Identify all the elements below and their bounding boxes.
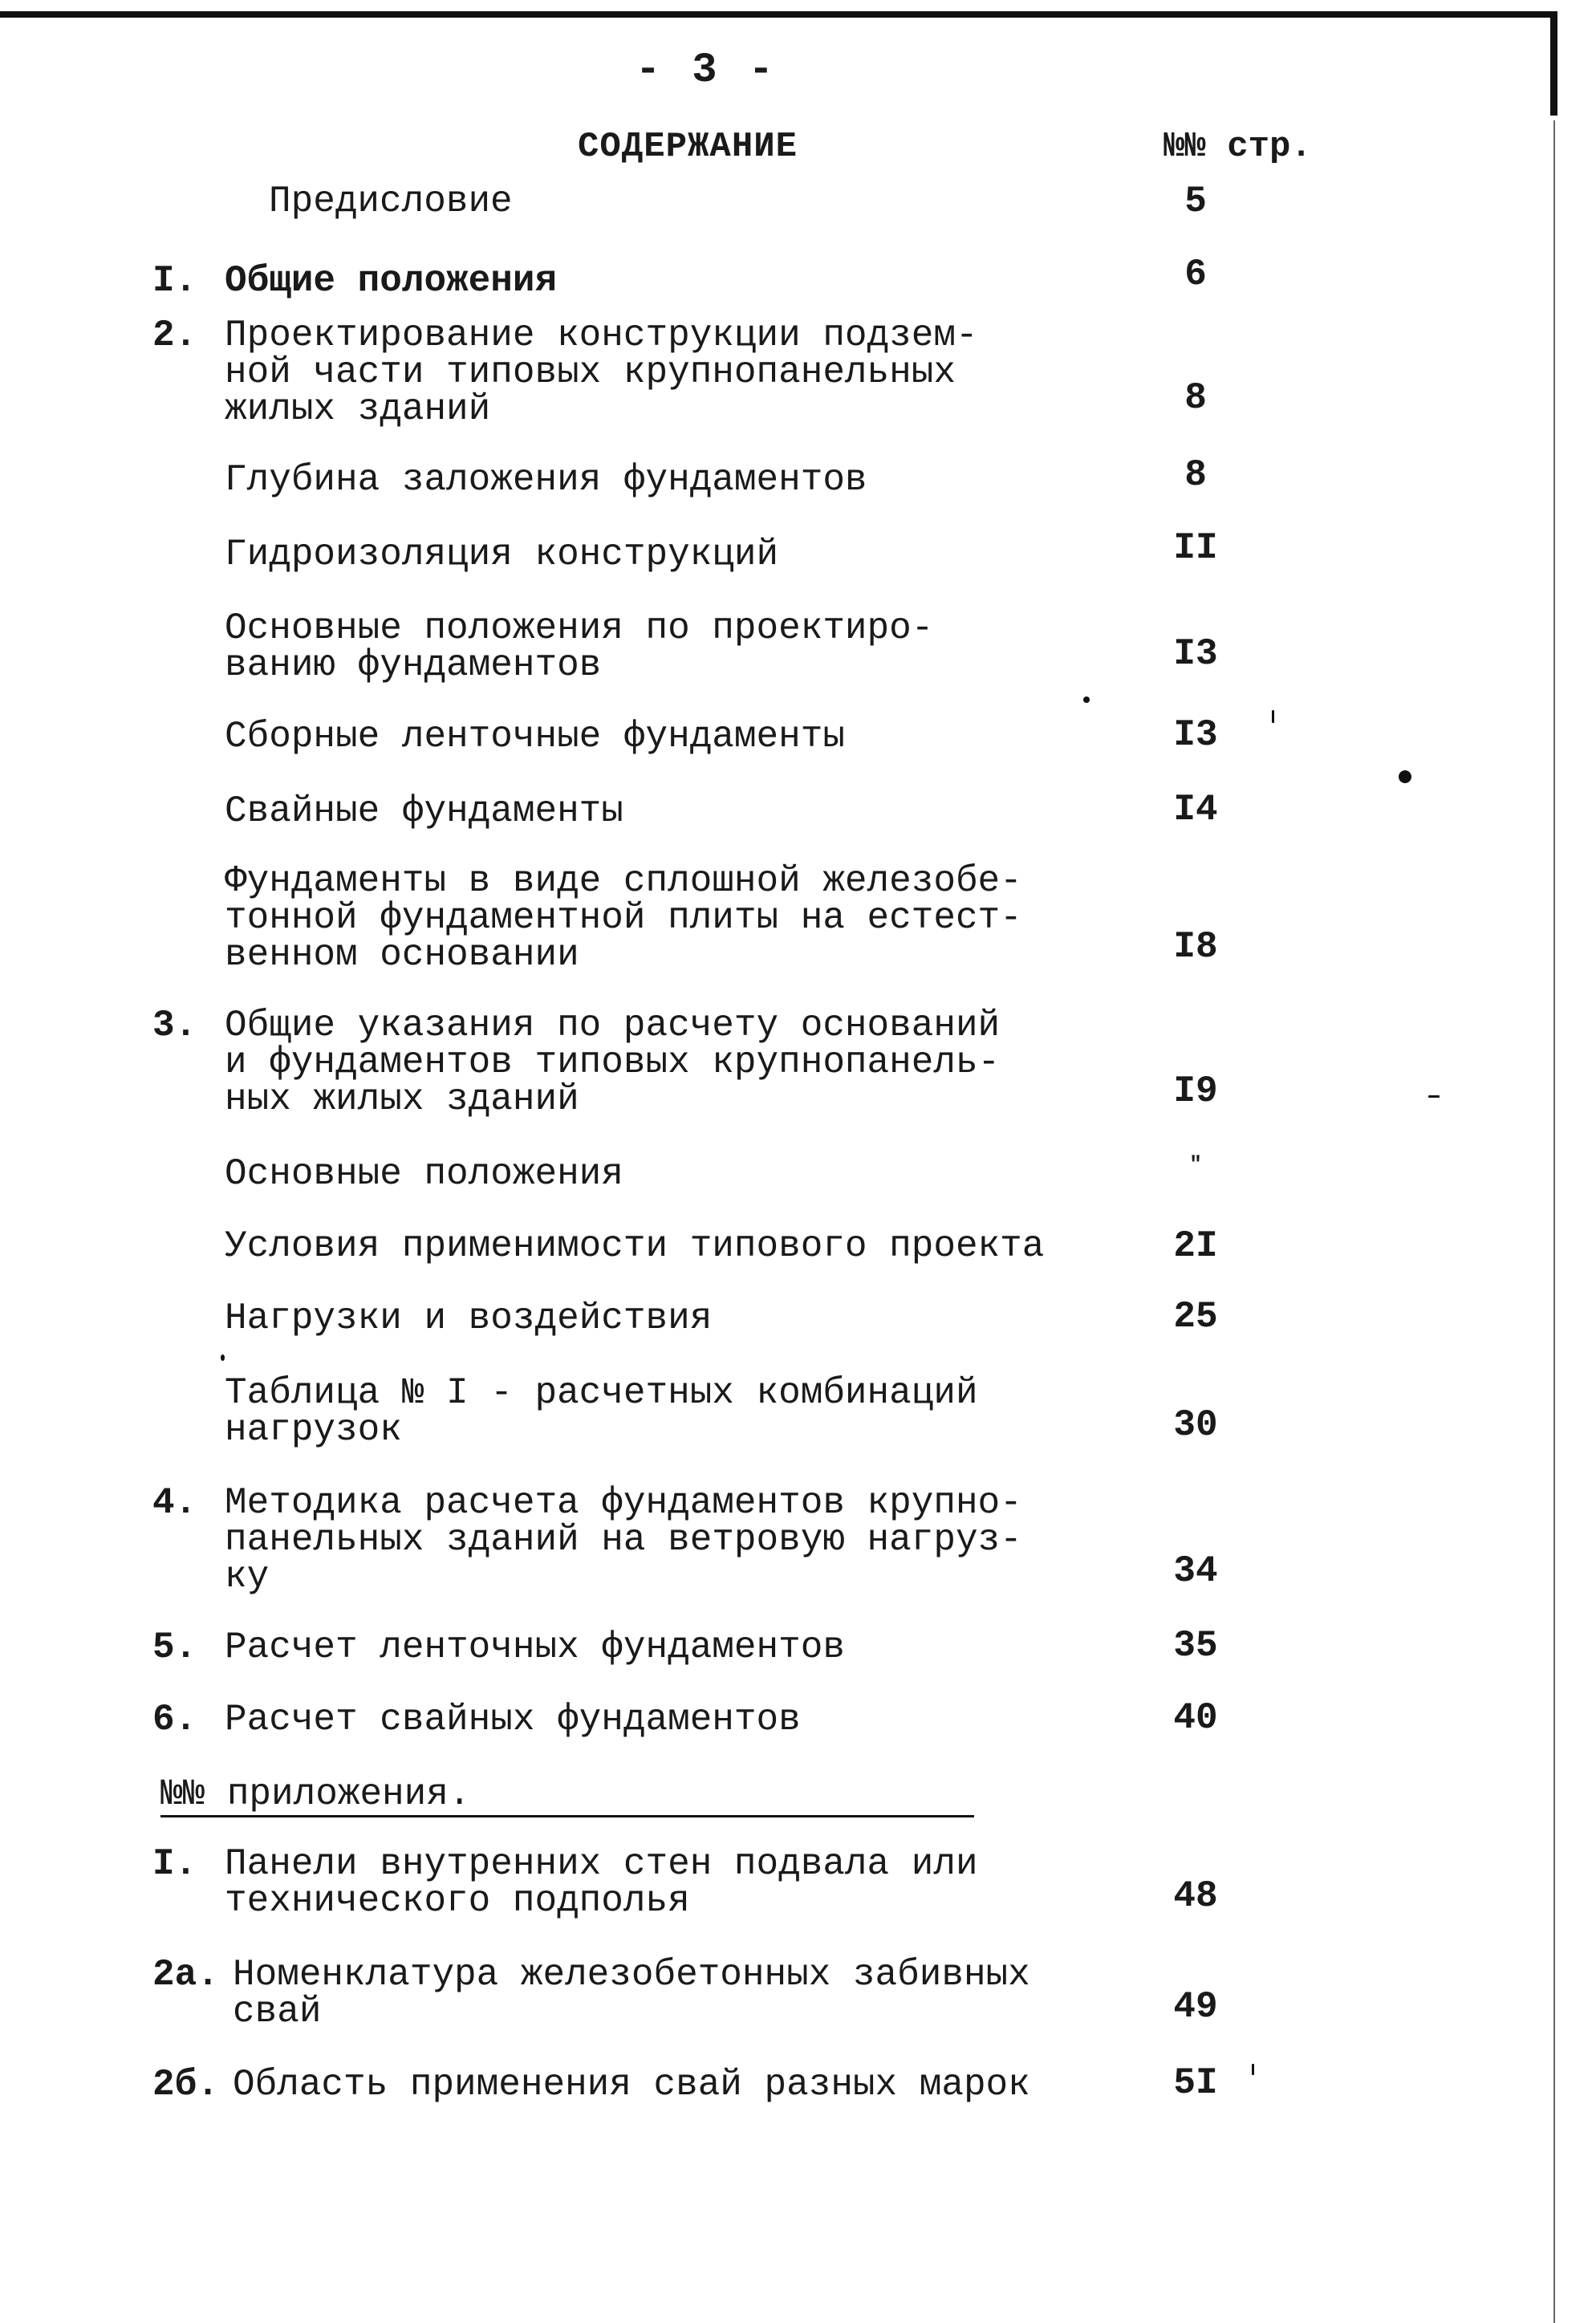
toc-entry-number: 3. xyxy=(152,1005,197,1046)
appendix-entry-title: Панели внутренних стен подвала или технического подполья xyxy=(225,1843,978,1922)
toc-entry-page: II xyxy=(1173,527,1218,569)
toc-entry-title: Гидроизоляция конструкций xyxy=(225,534,779,575)
toc-entry-title: Нагрузки и воздействия xyxy=(225,1298,713,1339)
toc-entry-title: Расчет свайных фундаментов xyxy=(225,1699,801,1740)
toc-entry-title: Фундаменты в виде сплошной железобе- тонной фундаментной плиты на естест- венном основании xyxy=(225,860,1022,976)
appendix-entry-page: 49 xyxy=(1173,1986,1218,2028)
scan-speck xyxy=(1399,770,1411,783)
toc-entry-page: I3 xyxy=(1173,633,1218,675)
toc-entry-page: I4 xyxy=(1173,789,1218,831)
toc-entry-page: 40 xyxy=(1173,1697,1218,1739)
toc-entry-title: Глубина заложения фундаментов xyxy=(225,459,867,501)
appendix-entry-number: I. xyxy=(152,1843,197,1885)
toc-entry-page: 35 xyxy=(1173,1625,1218,1667)
scan-speck xyxy=(221,1354,225,1361)
toc-entry-title: Таблица № I - расчетных комбинаций нагрузок xyxy=(225,1372,978,1451)
toc-entry-title: Проектирование конструкции подзем- ной части типовых крупнопанельных жилых зданий xyxy=(225,315,978,430)
page-number: - 3 - xyxy=(635,47,778,94)
scan-speck xyxy=(1428,1095,1440,1098)
toc-entry-title: Расчет ленточных фундаментов xyxy=(225,1627,845,1668)
toc-entry-title: Свайные фундаменты xyxy=(225,790,623,832)
toc-entry-number: 4. xyxy=(152,1482,197,1524)
toc-entry-number: I. xyxy=(152,260,197,302)
page-border-right-edge xyxy=(1553,120,1555,2323)
contents-heading: СОДЕРЖАНИЕ xyxy=(578,127,798,167)
toc-entry-page: 6 xyxy=(1184,254,1207,295)
toc-entry-page: 2I xyxy=(1173,1225,1218,1267)
toc-entry-page: " xyxy=(1189,1152,1202,1176)
toc-entry-title: Основные положения xyxy=(225,1153,623,1195)
toc-entry-title: Общие указания по расчету оснований и фундаментов типовых крупнопанель- ных жилых зданий xyxy=(225,1005,1001,1120)
toc-entry-page: 34 xyxy=(1173,1550,1218,1592)
scan-speck xyxy=(1252,2064,1254,2075)
appendix-entry-page: 5I xyxy=(1173,2062,1218,2104)
toc-entry-title: Основные положения по проектиро- ванию фундаментов xyxy=(225,607,934,686)
toc-entry-page: 8 xyxy=(1184,454,1207,496)
page-column-header: №№ стр. xyxy=(1163,127,1312,167)
toc-entry-number: 5. xyxy=(152,1627,197,1668)
appendix-heading: №№ приложения. xyxy=(160,1773,471,1815)
toc-entry-page: 30 xyxy=(1173,1404,1218,1446)
toc-entry-title: Методика расчета фундаментов крупно- панельных зданий на ветровую нагруз- ку xyxy=(225,1482,1022,1598)
toc-entry-title: Общие положения xyxy=(225,260,558,302)
page-border-top xyxy=(0,11,1557,18)
appendix-entry-page: 48 xyxy=(1173,1875,1218,1917)
appendix-entry-title: Область применения свай разных марок xyxy=(233,2064,1030,2106)
toc-entry-title: Сборные ленточные фундаменты xyxy=(225,716,845,757)
appendix-entry-number: 2а. xyxy=(152,1954,219,1996)
toc-entry-page: 8 xyxy=(1184,377,1207,419)
toc-entry-number: 6. xyxy=(152,1699,197,1740)
toc-entry-title: Условия применимости типового проекта xyxy=(225,1225,1045,1267)
toc-entry-title: Предисловие xyxy=(269,181,513,222)
scan-speck xyxy=(1083,696,1090,703)
toc-entry-number: 2. xyxy=(152,315,197,356)
toc-entry-page: I9 xyxy=(1173,1070,1218,1112)
scan-speck xyxy=(1272,710,1274,723)
appendix-entry-title: Номенклатура железобетонных забивных свай xyxy=(233,1954,1030,2033)
appendix-entry-number: 2б. xyxy=(152,2064,219,2106)
toc-entry-page: I8 xyxy=(1173,926,1218,968)
toc-entry-page: 5 xyxy=(1184,181,1207,222)
appendix-heading-underline xyxy=(160,1815,974,1817)
toc-entry-page: I3 xyxy=(1173,714,1218,756)
toc-entry-page: 25 xyxy=(1173,1296,1218,1338)
page-border-right xyxy=(1550,11,1557,116)
